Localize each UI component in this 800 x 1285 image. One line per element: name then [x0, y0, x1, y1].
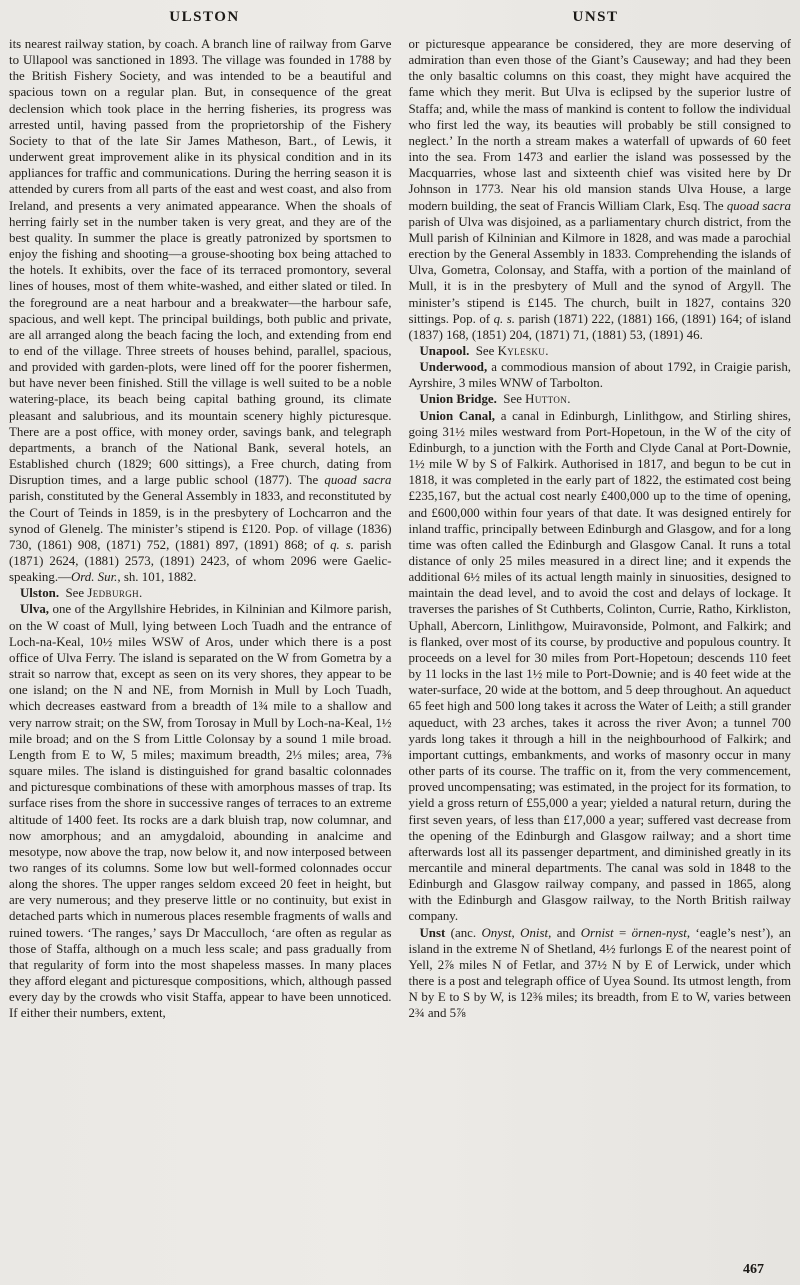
text-run: See: [469, 343, 498, 358]
text-run: Unapool.: [419, 343, 470, 358]
continuation-paragraph: [409, 36, 792, 343]
entry-paragraph: [409, 408, 792, 925]
right-column: [409, 36, 792, 1268]
text-run: , sh. 101, 1882.: [117, 570, 197, 585]
text-columns: [9, 36, 791, 1268]
entry-paragraph: [9, 585, 392, 601]
text-run: örnen-nyst: [631, 925, 687, 940]
text-run: parish (1871) 2624, (1881) 2573, (1891) 2423, of whom 2096 were Gaelic-speaking.—: [9, 537, 392, 585]
text-run: Hutton: [525, 392, 568, 407]
text-run: Union Canal,: [419, 408, 496, 423]
text-run: quoad sacra: [324, 473, 392, 488]
text-run: , and: [548, 925, 581, 940]
text-run: =: [613, 925, 632, 940]
text-run: parish of Ulva was disjoined, as a parliamentary church district, from the Mull parish of Kilninian and Kilmore in 1828, and was made a parochial erection by the General Assembly in 1833. Comprehending the islands of Ulva, Gometra, Colonsay, and Staffa, with a portion of the mainland of Mull, it is in the presbytery of Mull and the synod of Argyll. The minister’s stipend is £145. The church, built in 1827, contains 320 sittings. Pop. of: [408, 214, 791, 326]
entry-paragraph: [409, 359, 792, 391]
text-run: quoad sacra: [726, 198, 791, 213]
text-run: .: [545, 343, 549, 358]
text-run: Union Bridge.: [419, 392, 497, 407]
text-run: Ulston.: [20, 586, 60, 601]
text-run: a commodious mansion of about 1792, in Craigie parish, Ayrshire, 3 miles WNW of Tarbolton.: [408, 360, 791, 391]
text-run: or picturesque appearance be considered, they are more deserving of admiration than even those of the Giant’s Causeway; and had they been the only basaltic columns on this coast, they might have acquired the fame which they merit. But Ulva is eclipsed by the superior lustre of Staffa; and, while the mass of mankind is content to follow the individual who first led the way, its beauties will probably be still consigned to neglect.’ In the north a stream makes a waterfall of upwards of 60 feet into the sea. From 1473 and earlier the island was possessed by the Macquarries, whose last and sixteenth chief was visited here by Dr Johnson in 1773. Near his old mansion stands Ulva House, a large modern building, the seat of Francis William Clark, Esq. The: [408, 37, 791, 213]
text-run: Kylesku: [497, 343, 546, 358]
entry-paragraph: [409, 343, 792, 359]
entry-paragraph: [409, 925, 792, 1022]
text-run: Ulva,: [20, 602, 50, 617]
text-run: one of the Argyllshire Hebrides, in Kilninian and Kilmore parish, on the W coast of Mull, lying between Loch Tuadh and the entrance of Loch-na-Keal, 10½ miles WSW of Aros, under which there is a post office of Ulva Ferry. The island is separated on the W from Gometra by a strait so narrow that, except as seen on its very shores, they appear to be one island; on the N and NE, from Mornish in Mull by Loch Tuadh, which decreases eastward from a breadth of 1¾ mile to a shallow and very narrow strait; on the SW, from Torosay in Mull by Loch-na-Keal, 1½ mile broad; and on the S from Little Colonsay by a sound 1 mile broad. Length from E to W, 5 miles; maximum breadth, 2⅓ miles; area, 7⅜ square miles. The island is distinguished for grand basaltic colonnades and picturesque combinations of these with amorphous masses of trap. Its surface rises from the shore in successive ranges of terraces to an extreme altitude of 1400 feet. Its rocks are a dark bluish trap, now columnar, and now amorphous; and an amygdaloid, abounding in analcime and mesotype, now above the trap, now below it, and now interposed between two ranges of its columns. Some low but well-formed colonnades occur along the shores. The upper ranges seldom exceed 20 feet in height, but are very numerous; and they preserve little or no continuity, but exist in detached parts which in numerous places resemble fragments of walls and ruined towers. ‘The ranges,’ says Dr Macculloch, ‘are often as regular as those of Staffa, although on a much less scale; and pass gradually from that regularity of form into the most shapeless masses. In many places they afford elegant and picturesque compositions, which, although passed every day by the crowds who visit Staffa, appear to have been unnoticed. If either their numbers, extent,: [9, 602, 392, 1021]
running-head-right: UNST: [572, 9, 619, 25]
text-run: Ornist: [580, 925, 614, 940]
text-run: (anc.: [445, 925, 482, 940]
text-run: parish (1871) 222, (1881) 166, (1891) 164; of island (1837) 168, (1851) 204, (1871) 71, (1881) 53, (1891) 46.: [408, 311, 791, 342]
text-run: ,: [511, 925, 521, 940]
entry-paragraph: [409, 391, 792, 407]
text-run: .: [139, 586, 143, 601]
text-run: q. s.: [493, 311, 516, 326]
running-heads: [9, 9, 791, 26]
text-run: q. s.: [330, 537, 354, 552]
text-run: a canal in Edinburgh, Linlithgow, and Stirling shires, going 31½ miles westward from Port-Hopetoun, in the W of the city of Edinburgh, to a junction with the Forth and Clyde Canal at Port-Downie, 1½ mile W by S of Falkirk. Authorised in 1817, and begun to be cut in 1818, it was completed in the early part of 1822, the estimated cost being £235,167, but the actual cost nearly £400,000 up to the time of opening, and £600,000 within four years of that date. It was designed entirely for inland traffic, principally between Edinburgh and Glasgow, and for a long time was often called the Edinburgh and Glasgow Canal. It runs a total distance of only 25 miles measured in a direct line; and it expends the additional 6½ miles of its actual length mainly in sinuosities, designed to maintain the dead level, and to avoid the cost and delays of lockage. It traverses the parishes of St Cuthberts, Colinton, Currie, Ratho, Kirkliston, Uphall, Abercorn, Linlithgow, Muiravonside, Polmont, and Falkirk; and is flanked, over most of its course, by productive and populous country. It proceeds on a level for 30 miles from Port-Hopetoun; descends 110 feet by 11 locks in the last 1½ mile to Port-Downie; and is 40 feet wide at the water-surface, 20 wide at the bottom, and 5 deep throughout. An aqueduct 65 feet high and 500 long takes it across the Water of Leith; a still grander aqueduct, with 23 arches, takes it across the river Avon; a tunnel 700 yards long takes it through a hill in the neighbourhood of Falkirk; and important cuttings, embankments, and works of masonry occur in many other parts of its course. The traffic on it, from the very commencement, proved uncompensating; was estimated, in the project for its formation, to yield a gross return of £55,000 a year; yielded a natural return, during the first seven years, of less than £17,000 a year; suffered vast decrease from the opening of the Edinburgh and Glasgow railway; and a short time afterwards lost all its passenger department, and diminished greatly in its mercantile and mineral departments. The canal was sold in 1848 to the Edinburgh and Glasgow railway company, and passed in 1865, along with the Edinburgh and Glasgow railway, to the North British railway company.: [408, 408, 791, 924]
text-run: Onist: [520, 925, 549, 940]
text-run: .: [567, 392, 571, 407]
left-column: [9, 36, 392, 1268]
text-run: Jedburgh: [87, 586, 140, 601]
text-run: See: [59, 586, 88, 601]
page-number: 467: [743, 1262, 764, 1277]
text-run: Onyst: [481, 925, 512, 940]
text-run: its nearest railway station, by coach. A branch line of railway from Garve to Ullapool was sanctioned in 1893. The village was founded in 1788 by the British Fishery Society, and was intended to be a beautiful and spacious town on a regular plan. But, in consequence of the great declension which took place in the herring fisheries, its progress was arrested until, having passed from the proprietorship of the Fishery Society to that of the late Sir James Matheson, Bart., of Lewis, it underwent great improvement alike in its physical condition and in its appliances for traffic and communications. During the herring season it is attended by curers from all parts of the east and west coast, and also from Ireland, and presents a very animated appearance. When the shoals of herring fairly set in the number taken is very great, and they are of the best quality. In summer the place is greatly patronized by sportsmen to enjoy the fishing and shooting—a grouse-shooting box being attached to the hotels. It exhibits, over the face of its terraced promontory, several lines of houses, most of them white-washed, and either slated or tiled. In the foreground are a neat harbour and a breakwater—the harbour safe, spacious, and well kept. The principal buildings, both public and private, are all arranged along the beach facing the loch, and extending from end to end of the village. Three streets of houses behind, parallel, spacious, and provided with garden-plots, were lined off for the poorer fishermen, but have never been finished. Still the village is well suited to be a noble watering-place, its beach being capital bathing ground, its climate pleasant and salubrious, and its mountain scenery highly picturesque. There are a post office, with money order, savings bank, and telegraph departments, a branch of the National Bank, several hotels, an Established church (1829; 600 sittings), a Free church, dating from Disruption times, and a large public school (1877). The: [9, 37, 392, 488]
text-run: Unst: [419, 925, 446, 940]
entry-paragraph: [9, 601, 392, 1021]
running-head-left: ULSTON: [169, 9, 240, 25]
text-run: , ‘eagle’s nest’), an island in the extreme N of Shetland, 4½ furlongs E of the nearest point of Yell, 2⅞ miles N of Fetlar, and 37½ N by E of Lerwick, under which there is a post and telegraph office of Uyea Sound. Its utmost length, from N by E to S by W, is 12⅜ miles; its breadth, from E to W, varies between 2¾ and 5⅞: [408, 925, 791, 1021]
continuation-paragraph: [9, 36, 392, 585]
text-run: Ord. Sur.: [70, 570, 118, 585]
text-run: parish, constituted by the General Assembly in 1833, and reconstituted by the Court of Teinds in 1859, is in the presbytery of Lochcarron and the synod of Glenelg. The minister’s stipend is £120. Pop. of village (1836) 730, (1861) 908, (1871) 752, (1881) 897, (1891) 868; of: [9, 489, 392, 552]
text-run: Underwood,: [419, 360, 488, 375]
text-run: See: [496, 392, 526, 407]
